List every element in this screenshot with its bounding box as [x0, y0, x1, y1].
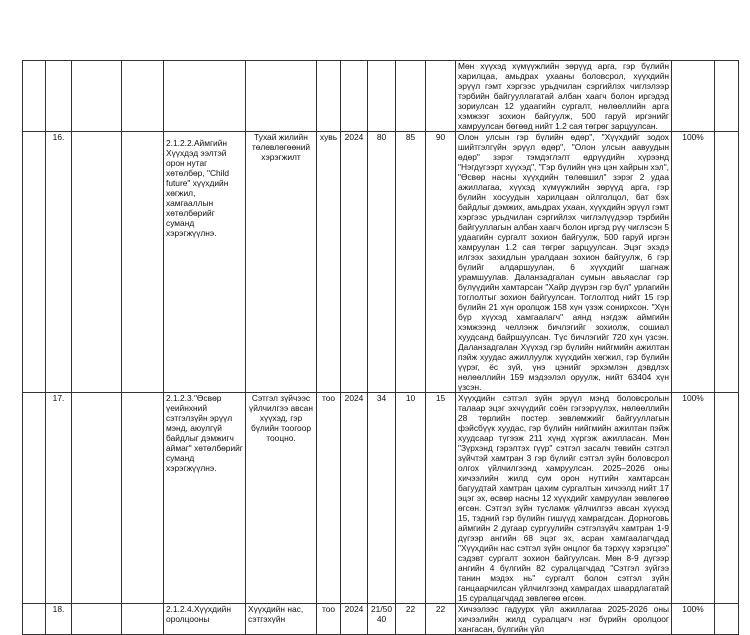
task-cell: 2.1.2.2.Аймгийн Хүүхдэд ээлтэй орон нутаг хөтөлбөр, "Child future" хүүхдийн хөгжил, хамгааллын хөтөлбөрийг суманд хэрэгжүүлнэ.	[164, 132, 246, 393]
year-cell	[341, 61, 368, 132]
measure-cell	[246, 61, 317, 132]
percent-cell: 100%	[672, 393, 715, 604]
empty-cell	[23, 61, 46, 132]
percent-cell: 100%	[672, 604, 715, 635]
empty-cell	[72, 604, 122, 635]
empty-cell	[715, 132, 739, 393]
empty-cell	[23, 132, 46, 393]
baseline-cell: 34	[368, 393, 396, 604]
percent-cell	[672, 61, 715, 132]
report-text: Хүүхдийн сэтгэл зүйн эрүүл мэнд боловсролын талаар эцэг эхчүүдийг соён гэгээрүүлэх, нөлөөллийн 28 төрлийн постер зөвлөмжийг байгууллагын фэйсбүүк хуудас, гэр бүлийн нийгмийн ажилтан пэйж хуудсаар түгээж 211 хүнд хүргэж ажилласан. Мөн "Зүрхэнд гэрэлтэх гүүр" сэтгэл засалч төвийн сэтгэл зүйчтэй хамтран 3 гэр бүлийг сэтгэл зүйн боловсрол олгох үйлчилгээнд хамруулсан. 2025–2026 оны хичээлийн жилд сум орон нутгийн хамтарсан багуудтай хамтран цахим сургалтын хичээлд нийт 17 эцэг эх, өсвөр насны 12 хүүхдийг хамруулан зөвлөгөө өгсөн. Сэтгэл зүйн тусламж үйлчилгээ авсан хүүхэд 15, тэдний гэр бүлийн гишүүд хамрагдсан. Дорноговь аймгийн 2 дугаар сургуулийн сэтгэлзүйч хамтран 1-9 дүгээр ангийн 68 эцэг эх, асран хамгаалагчдад "Хүүхдийн нас сэтгэл зүйн онцлог ба тэрхүү хэрэгцээ" сэдэвт сургалт зохион байгуулсан. Мөн 8-9 дүгээр ангийн 4 бүлгийн 82 суралцагчдад "Сэтгэл зүйгээ танин мэдэх нь" сургалт болон сэтгэл зүйн ганцаарчилсан үйлчилгээнд хамрагдах шаардлагатай 15 суралцагчдад зөвлөгөө өгсөн.	[456, 393, 672, 604]
unit-cell: хувь	[317, 132, 341, 393]
baseline-cell: 21/50 40	[368, 604, 396, 635]
year-cell: 2024	[341, 393, 368, 604]
row-number: 16.	[46, 132, 72, 393]
measure-cell: Тухай жилийн төлөвлөгөөний хэрэгжилт	[246, 132, 317, 393]
empty-cell	[72, 132, 122, 393]
row-number: 18.	[46, 604, 72, 635]
actual-cell: 90	[426, 132, 456, 393]
report-text: Олон улсын гэр бүлийн өдөр", "Хүүхдийг зодох шийтгэлгүйн эрүүл өдөр", "Олон улсын аавуудын өдөр" зэрэг тэмдэглэлт өдрүүдийн хүрээнд "Нэгдүгээрт хүүхэд", "Гэр бүлийн үнэ цэн хайрын хэл", "Өсвөр насны хүүхдийн төлөвшил" зэрэг 2 удаа ажиллагаа, хүүхэд хүмүүжлийн зөрүүд арга, гэр бүлийн хосуудын харилцаан ойлголцол, бат бэх байдлыг дэмжих, амьдрах ухаан, хүүхдийн эрүүл гэмт хэргээс урьдчилан сэргийлэх чиглэлүүдээр тэрбийн байгууллагын албан хаагч болон иргэд рүү чиглэсэн 5 удаагийн сургалт зохион байгуулж, 500 гаруй иргэн хамруулан 1.2 сая төгрөг зарцуулсан. Эцэг эхэдэ илгээх захидлын уралдаан зохион байгуулж, 6 гэр бүлийг алдаршуулан, 6 хүүхдийг шагнаж урамшуулав. Даланзадгалан сумын авьяаслаг гэр бүлүүдийн хамтарсан "Хайр дүүрэн гэр бүл" урлагийн тоглолтыг зохион байгуулсан. Тоглолтод нийт 15 гэр бүлийн 21 хүн оролцож 158 хүн үзэж сонирхсон. "Хүн бүр хүүхэд хамгаалагч" аянд нэгдэж аймгийн хэмжээнд челлэнж бичлэгийг зохиолж, сошиал хуудсанд байршуулсан. Түс бичлэгийг 720 хүн үзсэн. Даланзадгалан Хүүхэд гэр бүлийн нийгмийн ажилтан пэйж хуудас ажиллуулж хүүхдийн хөгжил, гэр бүлийн үүрэг, ёс зүй, үнэ цэнийг эрхэмлэн дэвдлэх нөлөөллийн 159 мэдээлэл оруулж, нийт 63404 хүн үзсэн.	[456, 132, 672, 393]
actual-cell	[426, 61, 456, 132]
unit-cell: тоо	[317, 393, 341, 604]
table-row	[23, 132, 739, 393]
empty-cell	[122, 604, 164, 635]
report-text: Мөн хүүхэд хүмүүжлийн зөрүүд арга, гэр бүлийн харилцаа, амьдрах ухааны боловсрол, хүүхдийн эрүүл гэмт хэргээс урьдчилан сэргийлэх чиглэлээр тэрбийн байгууллагатай албан хаагч болон иргэдэд зориулсан 12 удаагийн сургалт, нөлөөллийн арга хэмжээг зохион байгуулж, 500 гаруй иргэнийг хамруулсан бөгөөд нийт 1.2 сая төгрөг зарцуулсан.	[456, 61, 672, 132]
target-cell: 85	[396, 132, 426, 393]
empty-cell	[23, 604, 46, 635]
empty-cell	[122, 393, 164, 604]
table-row	[23, 604, 739, 635]
empty-cell	[715, 604, 739, 635]
empty-cell	[122, 61, 164, 132]
actual-cell: 15	[426, 393, 456, 604]
unit-cell	[317, 61, 341, 132]
task-cell	[164, 61, 246, 132]
report-table	[22, 60, 739, 635]
task-cell: 2.1.2.4.Хүүхдийн оролцооны	[164, 604, 246, 635]
row-number	[46, 61, 72, 132]
row-number: 17.	[46, 393, 72, 604]
empty-cell	[715, 61, 739, 132]
baseline-cell	[368, 61, 396, 132]
percent-cell: 100%	[672, 132, 715, 393]
measure-cell: Хүүхдийн нас, сэтгэхүйн	[246, 604, 317, 635]
year-cell: 2024	[341, 604, 368, 635]
empty-cell	[23, 393, 46, 604]
report-text: Хичээлээс гадуурх үйл ажиллагаа 2025-2026 оны хичээлийн жилд суралцагч нэг бүрийн оролцоог хангасан, бүлгийн үйл	[456, 604, 672, 635]
empty-cell	[715, 393, 739, 604]
task-cell: 2.1.2.3."Өсвөр үеийнхний сэтгэлзүйн эрүүл мэнд, аюулгүй байдлыг дэмжигч аймаг" хөтөлбөрийг суманд хэрэгжүүлнэ.	[164, 393, 246, 604]
empty-cell	[122, 132, 164, 393]
unit-cell: тоо	[317, 604, 341, 635]
target-cell	[396, 61, 426, 132]
table-row	[23, 61, 739, 132]
target-cell: 10	[396, 393, 426, 604]
target-cell: 22	[396, 604, 426, 635]
baseline-cell: 80	[368, 132, 396, 393]
actual-cell: 22	[426, 604, 456, 635]
empty-cell	[72, 61, 122, 132]
table-row	[23, 393, 739, 604]
empty-cell	[72, 393, 122, 604]
measure-cell: Сэтгэл зүйчээс үйлчилгээ авсан хүүхэд, гэр бүлийн тоогоор тооцно.	[246, 393, 317, 604]
year-cell: 2024	[341, 132, 368, 393]
